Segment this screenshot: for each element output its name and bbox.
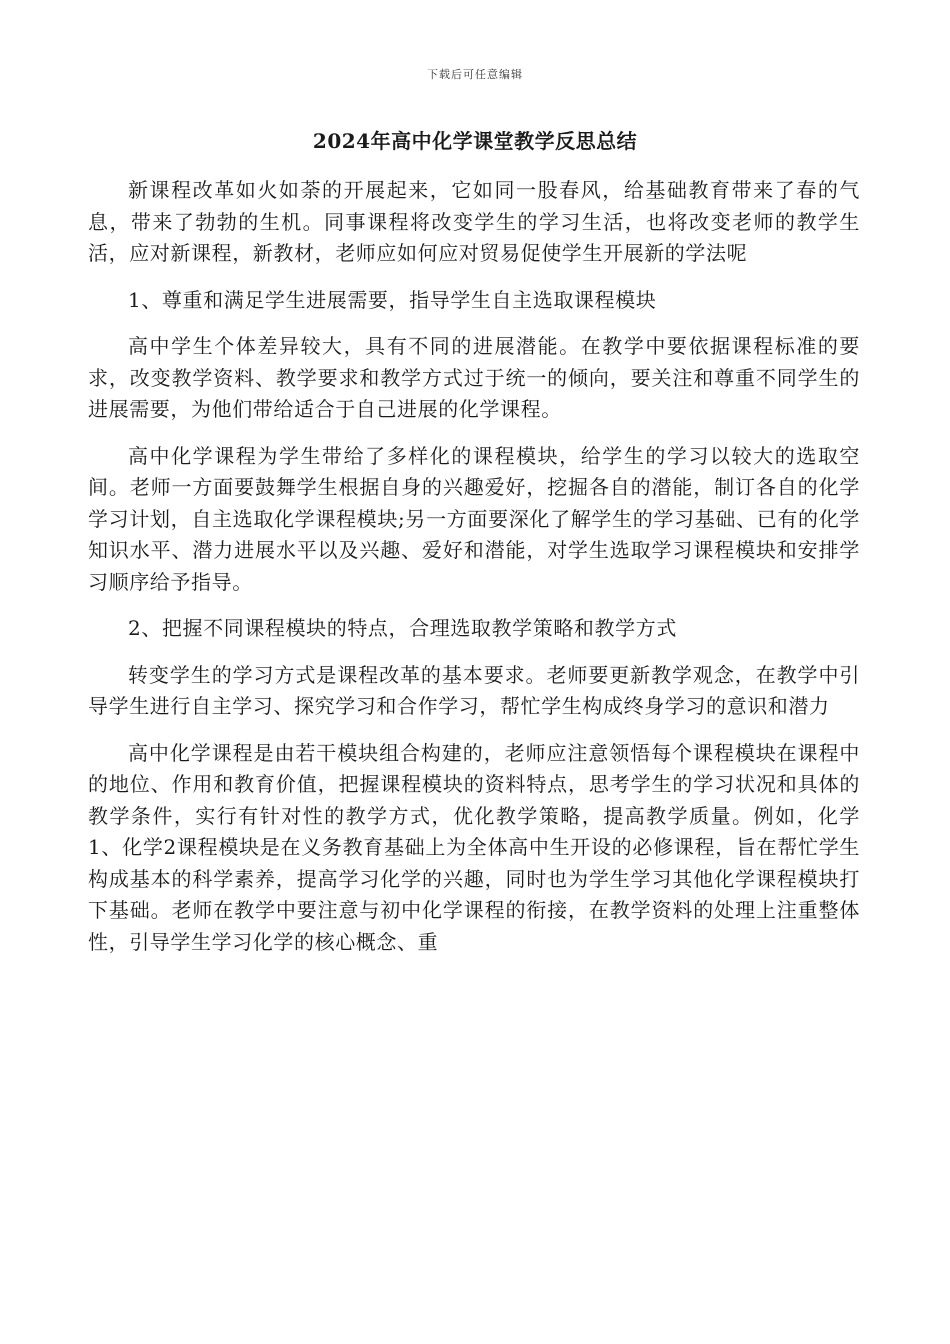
paragraph-intro: 新课程改革如火如荼的开展起来，它如同一股春风，给基础教育带来了春的气息，带来了勃勃的生机。同事课程将改变学生的学习生活，也将改变老师的教学生活，应对新课程，新教材，老师应如何应对贸易促使学生开展新的学法呢 (88, 178, 860, 265)
section-heading-2: 2、把握不同课程模块的特点，合理选取教学策略和教学方式 (128, 616, 677, 640)
document-body (88, 175, 860, 973)
paragraph-course-structure: 高中化学课程是由若干模块组合构建的，老师应注意领悟每个课程模块在课程中的地位、作用和教育价值，把握课程模块的资料特点，思考学生的学习状况和具体的教学条件，实行有针对性的教学方式，优化教学策略，提高教学质量。例如，化学1、化学2课程模块是在义务教育基础上为全体高中生开设的必修课程，旨在帮忙学生构成基本的科学素养，提高学习化学的兴趣，同时也为学生学习其他化学课程模块打下基础。老师在教学中要注意与初中化学课程的衔接，在教学资料的处理上注重整体性，引导学生学习化学的核心概念、重 (88, 740, 860, 954)
paragraph-learning-methods: 转变学生的学习方式是课程改革的基本要求。老师要更新教学观念，在教学中引导学生进行自主学习、探究学习和合作学习，帮忙学生构成终身学习的意识和潜力 (88, 662, 860, 718)
paragraph-individual-differences: 高中学生个体差异较大，具有不同的进展潜能。在教学中要依据课程标准的要求，改变教学资料、教学要求和教学方式过于统一的倾向，要关注和尊重不同学生的进展需要，为他们带给适合于自己进展的化学课程。 (88, 334, 860, 421)
section-heading-1: 1、尊重和满足学生进展需要，指导学生自主选取课程模块 (128, 287, 657, 312)
document-title: 2024年高中化学课堂教学反思总结 (312, 129, 638, 153)
paragraph-module-selection: 高中化学课程为学生带给了多样化的课程模块，给学生的学习以较大的选取空间。老师一方面要鼓舞学生根据自身的兴趣爱好，挖掘各自的潜能，制订各自的化学学习计划，自主选取化学课程模块;另一方面要深化了解学生的学习基础、已有的化学知识水平、潜力进展水平以及兴趣、爱好和潜能，对学生选取学习课程模块和安排学习顺序给予指导。 (88, 443, 860, 594)
header-note: 下载后可任意编辑 (427, 68, 523, 81)
